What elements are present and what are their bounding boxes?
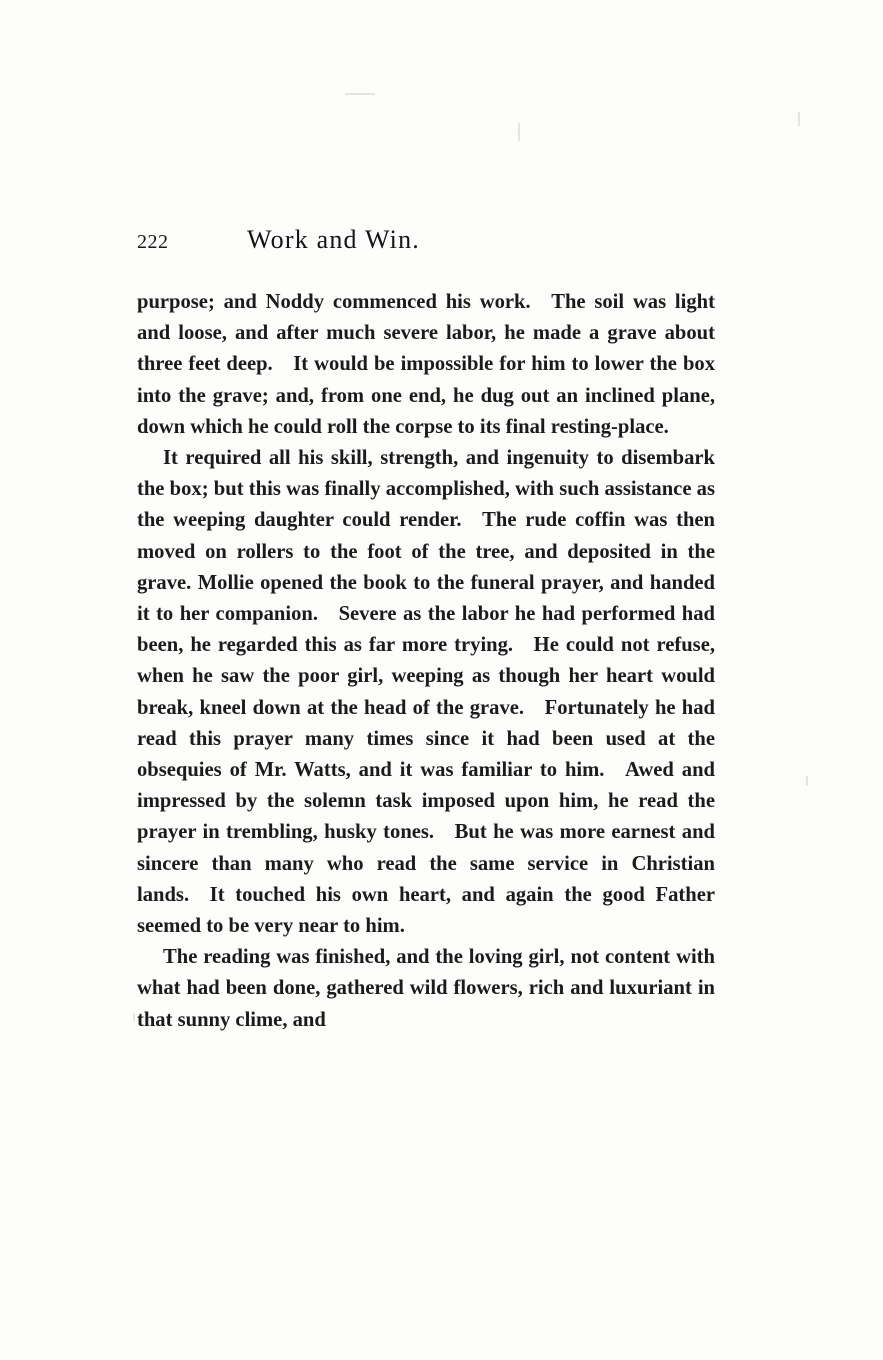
body-text [137, 287, 715, 1036]
scan-artifact [806, 776, 808, 786]
paragraph: It required all his skill, strength, and ingenuity to disembark the box; but this was finally accomplished, with such assistance as the weeping daughter could render. The rude coffin was then moved on rollers to the foot of the tree, and deposited in the grave. Mollie opened the book to the funeral prayer, and handed it to her companion. Severe as the labor he had performed had been, he regarded this as far more trying. He could not refuse, when he saw the poor girl, weeping as though her heart would break, kneel down at the head of the grave. Fortunately he had read this prayer many times since it had been used at the obsequies of Mr. Watts, and it was familiar to him. Awed and impressed by the solemn task imposed upon him, he read the prayer in trembling, husky tones. But he was more earnest and sincere than many who read the same service in Christian lands. It touched his own heart, and again the good Father seemed to be very near to him. [137, 447, 715, 938]
page-header [137, 225, 715, 265]
scan-artifact [133, 1013, 135, 1021]
scan-artifact [798, 112, 800, 126]
page-content [137, 225, 715, 1036]
paragraph: The reading was finished, and the loving girl, not content with what had been done, gathered wild flowers, rich and luxuriant in that sunny clime, and [137, 946, 715, 1031]
scan-artifact [345, 93, 375, 95]
scan-artifact [518, 123, 520, 141]
page-number: 222 [137, 231, 169, 253]
running-head: Work and Win. [247, 225, 421, 254]
paragraph: purpose; and Noddy commenced his work. The soil was light and loose, and after much severe labor, he made a grave about three feet deep. It would be impossible for him to lower the box into the grave; and, from one end, he dug out an inclined plane, down which he could roll the corpse to its final resting-place. [137, 291, 715, 438]
